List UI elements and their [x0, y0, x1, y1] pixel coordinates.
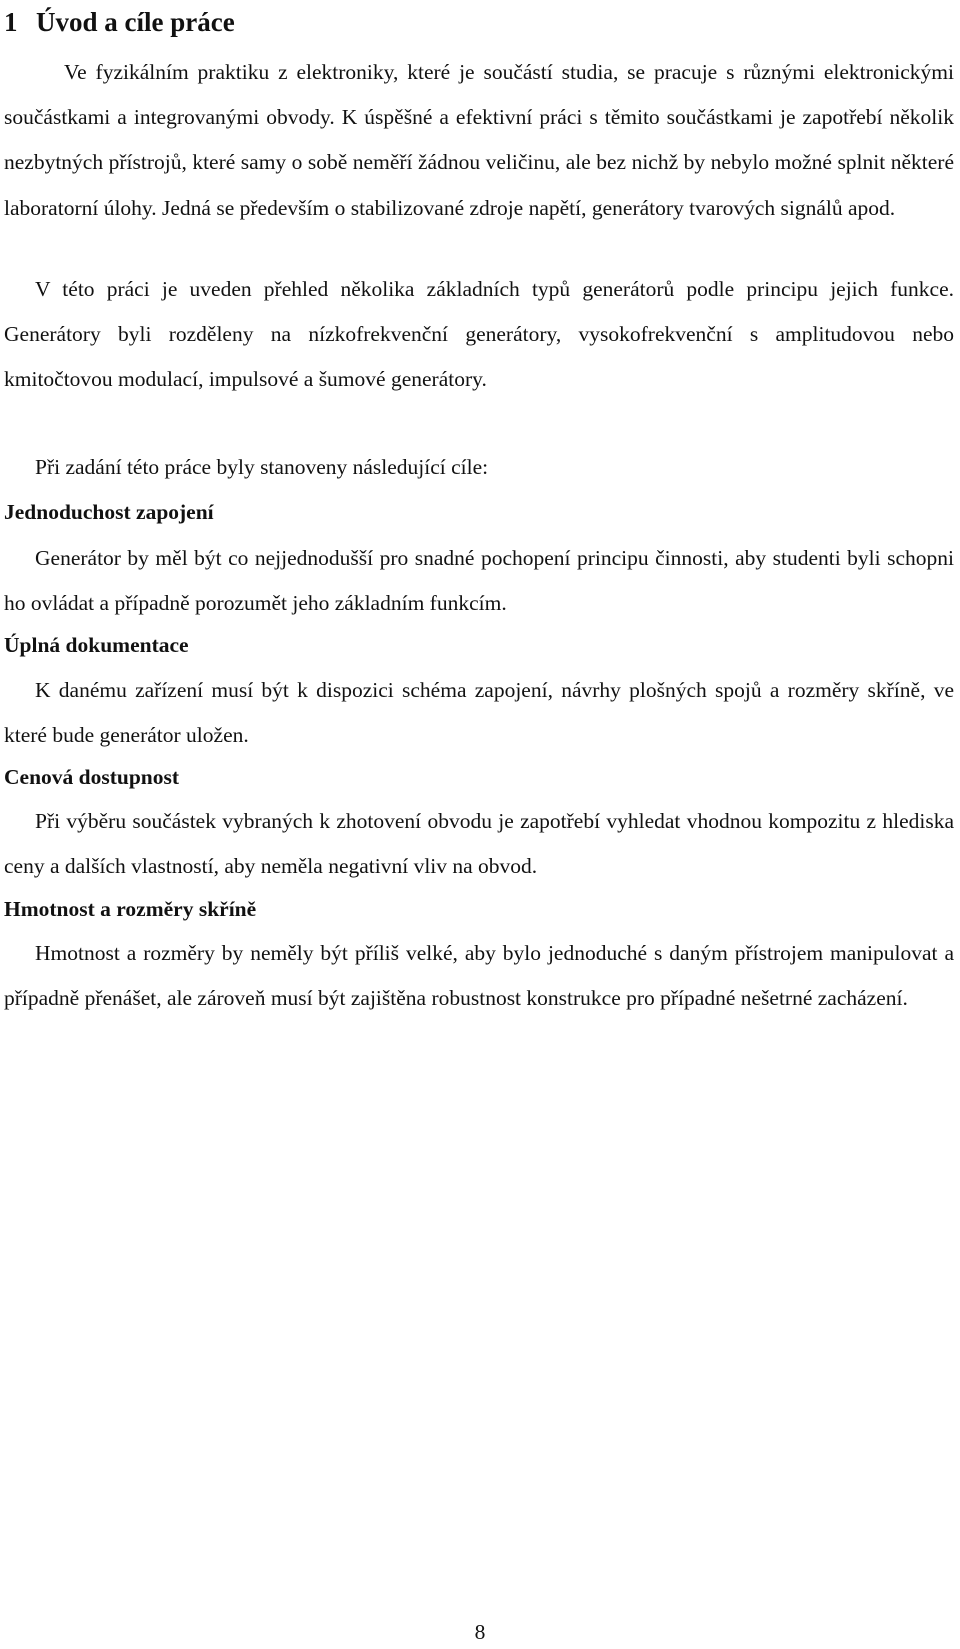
overview-paragraph: V této práci je uveden přehled několika základních typů generátorů podle principu jejich funkce. Generátory byli rozděleny na nízkofrekvenční generátory, vysokofrekvenční s amplitudovou nebo kmitočtovou modulací, impulsové a šumové generátory. — [4, 277, 954, 392]
goals-intro-paragraph: Při zadání této práce byly stanoveny následující cíle: — [35, 455, 489, 479]
goal-heading-cost: Cenová dostupnost — [4, 765, 180, 789]
goal-heading-simplicity: Jednoduchost zapojení — [4, 500, 214, 524]
goal-text-documentation: K danému zařízení musí být k dispozici schéma zapojení, návrhy plošných spojů a rozměry skříně, ve které bude generátor uložen. — [4, 678, 954, 748]
goal-heading-documentation: Úplná dokumentace — [4, 633, 189, 657]
intro-paragraph: Ve fyzikálním praktiku z elektroniky, které je součástí studia, se pracuje s různými elektronickými součástkami a integrovanými obvody. K úspěšné a efektivní práci s těmito součástkami je zapotřebí několik nezbytných přístrojů, které samy o sobě neměří žádnou veličinu, ale bez nichž by nebylo možné splnit některé laboratorní úlohy. Jedná se především o stabilizované zdroje napětí, generátory tvarových signálů apod. — [4, 60, 954, 220]
section-heading — [4, 2, 235, 42]
goal-heading-weight: Hmotnost a rozměry skříně — [4, 897, 257, 921]
section-number: 1 — [4, 7, 18, 37]
goal-text-weight: Hmotnost a rozměry by neměly být příliš velké, aby bylo jednoduché s daným přístrojem manipulovat a případně přenášet, ale zároveň musí být zajištěna robustnost konstrukce pro případné nešetrné zacházení. — [4, 941, 954, 1011]
goal-text-cost: Při výběru součástek vybraných k zhotovení obvodu je zapotřebí vyhledat vhodnou kompozitu z hlediska ceny a dalších vlastností, aby neměla negativní vliv na obvod. — [4, 809, 954, 879]
section-title: Úvod a cíle práce — [36, 7, 235, 37]
page-number: 8 — [474, 1620, 486, 1644]
goal-text-simplicity: Generátor by měl být co nejjednodušší pro snadné pochopení principu činnosti, aby studenti byli schopni ho ovládat a případně porozumět jeho základním funkcím. — [4, 546, 954, 616]
